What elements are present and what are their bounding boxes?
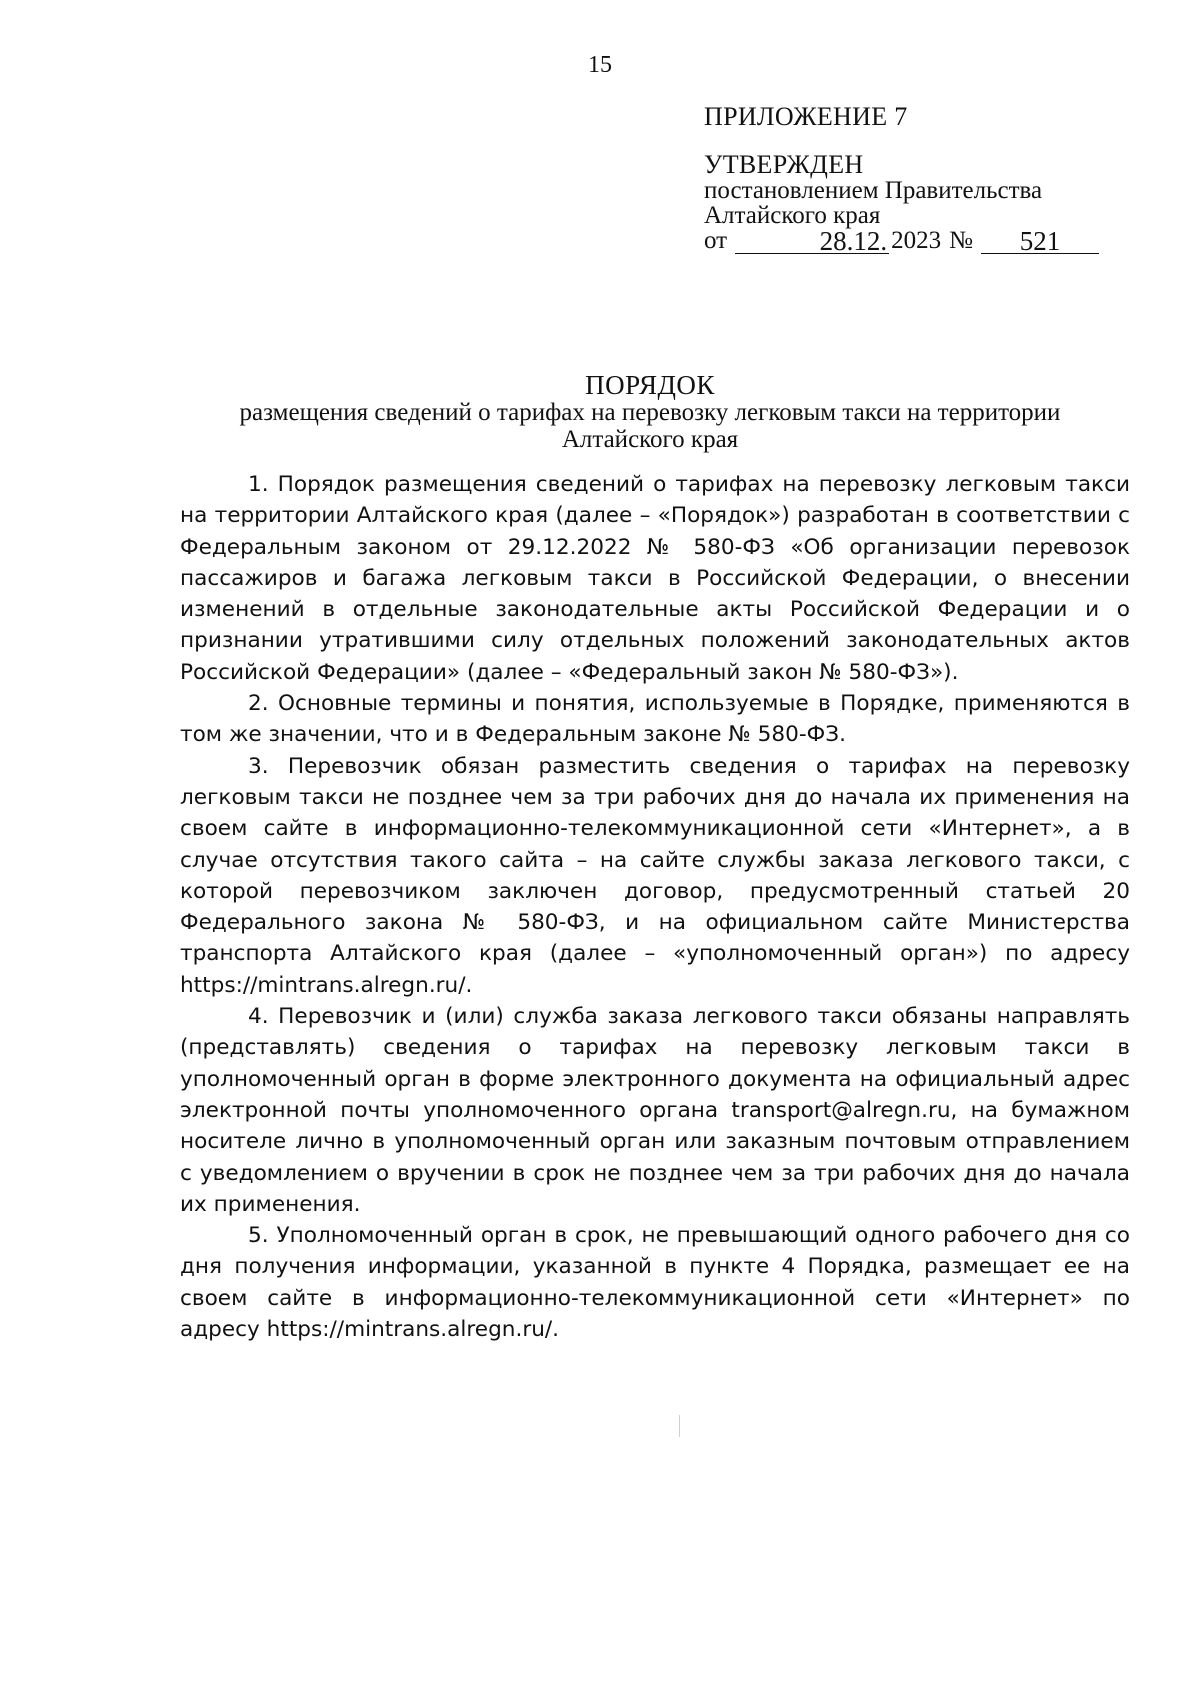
resolution-number-field: 521 xyxy=(981,229,1099,254)
approved-heading: УТВЕРЖДЕН xyxy=(704,150,864,179)
document-title xyxy=(170,372,1130,453)
resolution-year: 2023 xyxy=(891,227,942,254)
number-sign: № xyxy=(949,227,973,254)
paragraph-2: 2. Основные термины и понятия, используемые в Порядке, применяются в том же значении, что и в Федеральным законе № 580-ФЗ. xyxy=(180,691,1130,748)
resolution-date-field: 28.12. xyxy=(735,229,889,254)
document-subtitle-line-1: размещения сведений о тарифах на перевозку легковым такси на территории xyxy=(239,399,1061,426)
document-heading: ПОРЯДОК xyxy=(585,370,715,400)
approval-block xyxy=(704,104,1099,254)
paragraph-3: 3. Перевозчик обязан разместить сведения о тарифах на перевозку легковым такси не позднее чем за три рабочих дня до начала их применения на своем сайте в информационно-телекоммуникационной сети «Интернет», а в случае отсутствия такого сайта – на сайте службы заказа легкового такси, с которой перевозчиком заключен договор, предусмотренный статьей 20 Федерального закона № 580-ФЗ, и на официальном сайте Министерства транспорта Алтайского края (далее – «уполномоченный орган») по адресу https://mintrans.alregn.ru/. xyxy=(180,753,1130,998)
approval-line-2: Алтайского края xyxy=(704,202,881,229)
document-body xyxy=(180,469,1130,1345)
date-prefix: от xyxy=(704,227,728,254)
document-subtitle-line-2: Алтайского края xyxy=(561,426,739,453)
scan-artifact xyxy=(679,1415,680,1437)
approval-line-1: постановлением Правительства xyxy=(704,177,1043,204)
appendix-title: ПРИЛОЖЕНИЕ 7 xyxy=(704,102,908,131)
paragraph-4: 4. Перевозчик и (или) служба заказа легкового такси обязаны направлять (представлять) сведения о тарифах на перевозку легковым такси в уполномоченный орган в форме электронного документа на официальный адрес электронной почты уполномоченного органа transport@alregn.ru, на бумажном носителе лично в уполномоченный орган или заказным почтовым отправлением с уведомлением о вручении в срок не позднее чем за три рабочих дня до начала их применения. xyxy=(180,1004,1130,1217)
page-number: 15 xyxy=(588,52,612,78)
paragraph-1: 1. Порядок размещения сведений о тарифах на перевозку легковым такси на территории Алтайского края (далее – «Порядок») разработан в соответствии с Федеральным законом от 29.12.2022 № 580-ФЗ «Об организации перевозок пассажиров и багажа легковым такси в Российской Федерации, о внесении изменений в отдельные законодательные акты Российской Федерации и о признании утратившими силу отдельных положений законодательных актов Российской Федерации» (далее – «Федеральный закон № 580-ФЗ»). xyxy=(180,472,1130,685)
resolution-date-line xyxy=(704,228,1099,254)
paragraph-5: 5. Уполномоченный орган в срок, не превышающий одного рабочего дня со дня получения информации, указанной в пункте 4 Порядка, размещает ее на своем сайте в информационно-телекоммуникационной сети «Интернет» по адресу https://mintrans.alregn.ru/. xyxy=(180,1223,1130,1343)
